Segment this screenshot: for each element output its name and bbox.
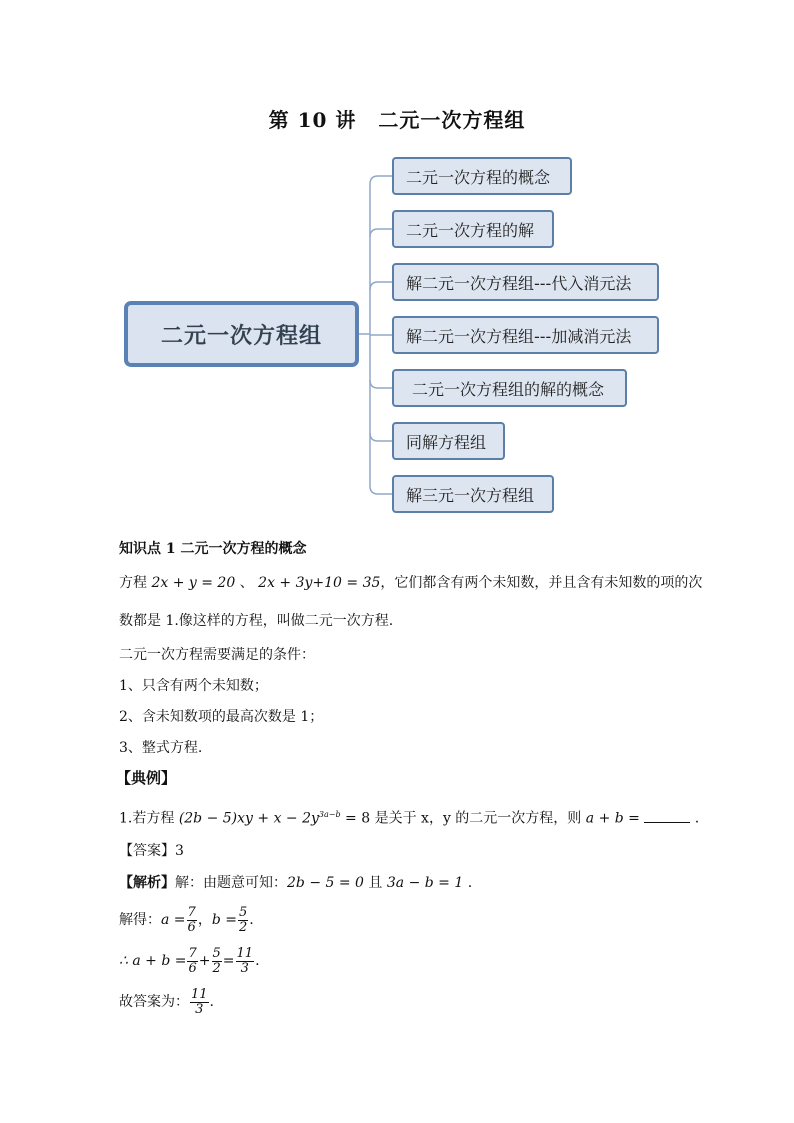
final-fraction: [190, 988, 209, 1017]
denominator: 2: [212, 960, 221, 976]
denominator: 6: [188, 960, 197, 976]
mindmap-branch-substitution: 解二元一次方程组---代入消元法: [392, 263, 659, 301]
final-answer-line: 故答案为： $\frac{11}{3}$ .: [119, 986, 214, 1017]
mindmap-branch-elimination: 解二元一次方程组---加减消元法: [392, 316, 659, 354]
mindmap-root-node: 二元一次方程组: [124, 301, 359, 367]
therefore-expression: ∴ a + b =: [119, 953, 187, 969]
definition-line-2: 数都是 1.像这样的方程，叫做二元一次方程.: [119, 613, 394, 629]
example-label: 【典例】: [116, 769, 177, 787]
denominator: 6: [187, 919, 196, 935]
text-fragment: 、: [235, 575, 259, 591]
branch-connector: [370, 433, 392, 441]
text-fragment: .: [690, 810, 700, 827]
numerator: 11: [236, 945, 254, 961]
answer-label: 【答案】: [119, 843, 175, 859]
branch-connector: [370, 380, 392, 388]
numerator: 7: [188, 945, 197, 961]
equals-sign: =: [222, 953, 235, 969]
fraction-7-6: [187, 947, 197, 976]
example-question: [119, 806, 699, 828]
text-fragment: = 8 是关于 x，y 的二元一次方程，则: [340, 810, 586, 827]
definition-line-1: [119, 574, 702, 592]
text-fragment: 1.若方程: [119, 810, 179, 827]
question-target: a + b =: [585, 810, 640, 827]
a-variable: a =: [161, 912, 186, 928]
text-fragment: 解：由题意可知：: [175, 875, 287, 891]
condition-item: 1、只含有两个未知数；: [119, 678, 268, 694]
branch-connector: [370, 486, 392, 494]
mindmap-branch-solution: 二元一次方程的解: [392, 210, 554, 248]
branch-connector: [370, 229, 392, 237]
lecture-number: 第 10 讲: [268, 108, 357, 132]
plus-sign: +: [198, 953, 211, 969]
question-expression: (2b − 5)xy + x − 2y: [178, 810, 319, 827]
lecture-topic: 二元一次方程组: [378, 108, 526, 132]
answer-line: [119, 842, 184, 860]
condition-equation-b: 2b − 5 = 0: [287, 875, 364, 891]
branch-connector: [370, 282, 392, 290]
section-heading: 知识点 1 二元一次方程的概念: [119, 541, 307, 557]
condition-equation-ab: 3a − b = 1: [386, 875, 464, 891]
final-label: 故答案为：: [119, 994, 189, 1010]
text-fragment: 方程: [119, 575, 152, 591]
answer-blank: [644, 810, 690, 823]
denominator: 2: [238, 919, 248, 935]
sum-line: ∴ a + b = $\frac{7}{6}$ + $\frac{5}{2}$ = $\frac{11}{3}$ .: [119, 945, 260, 976]
solve-line: 解得：a = $\frac{7}{6}$ ，b = $\frac{5}{2}$ .: [119, 904, 254, 935]
fraction-11-3: [236, 947, 255, 976]
analysis-line: [119, 874, 472, 892]
text-fragment: 且: [363, 875, 387, 891]
mindmap-branch-system-solution: 二元一次方程组的解的概念: [392, 369, 627, 407]
analysis-label: 【解析】: [119, 875, 175, 891]
b-fraction: [238, 906, 248, 935]
question-exponent: 3a−b: [318, 810, 341, 819]
a-fraction: [187, 906, 197, 935]
text-fragment: .: [463, 875, 473, 891]
b-variable: b =: [211, 912, 237, 928]
numerator: 11: [191, 986, 208, 1002]
numerator: 5: [238, 904, 248, 920]
solve-label: 解得：: [119, 912, 161, 928]
answer-value: 3: [175, 843, 184, 859]
text-fragment: ，它们都含有两个未知数，并且含有未知数的项的次: [380, 575, 703, 591]
numerator: 7: [187, 904, 196, 920]
mindmap-branch-same-solution: 同解方程组: [392, 422, 505, 460]
equation-1: 2x + y = 20: [151, 575, 236, 591]
text-fragment: ，: [197, 912, 212, 928]
mindmap-branch-concept: 二元一次方程的概念: [392, 157, 572, 195]
branch-connector: [370, 176, 392, 184]
numerator: 5: [212, 945, 221, 961]
condition-item: 2、含未知数项的最高次数是 1；: [119, 709, 324, 725]
denominator: 3: [240, 960, 249, 976]
condition-item: 3、整式方程.: [119, 740, 203, 756]
conditions-title: 二元一次方程需要满足的条件：: [119, 647, 315, 663]
fraction-5-2: [212, 947, 222, 976]
equation-2: 2x + 3y+10 = 35: [258, 575, 381, 591]
denominator: 3: [195, 1001, 204, 1017]
mindmap-branch-three-variable: 解三元一次方程组: [392, 475, 554, 513]
